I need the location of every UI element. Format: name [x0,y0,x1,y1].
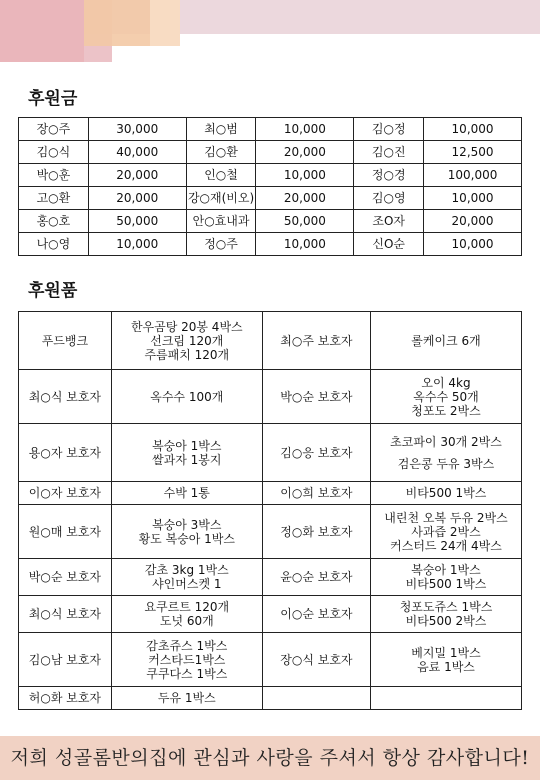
donor-name: 정○주 [186,233,256,256]
donated-item: 검은콩 두유 3박스 [397,456,495,471]
donated-item: 초코파이 30개 2박스 [390,434,502,449]
donated-items [371,424,522,482]
donor-name: 강○재(비오) [186,187,256,210]
donated-item: 감초쥬스 1박스 [146,638,228,653]
donated-items [111,370,262,424]
sponsor-name: 이○자 보호자 [19,482,112,505]
donation-amount: 40,000 [88,141,186,164]
goods-row [19,424,522,482]
donated-items [371,312,522,370]
donated-item: 감초 3kg 1박스 [144,563,229,577]
sponsor-name: 정○화 보호자 [262,505,370,559]
donated-item: 수박 1통 [163,486,210,500]
donated-items [111,559,262,596]
goods-row [19,312,522,370]
donation-amount: 100,000 [424,164,522,187]
donated-item: 선크림 120개 [150,333,224,348]
donation-amount: 10,000 [424,118,522,141]
decorative-banner [0,0,540,62]
donation-amount: 10,000 [256,164,354,187]
donated-items [371,482,522,505]
donation-amount: 12,500 [424,141,522,164]
donated-items [371,505,522,559]
donor-name: 조O자 [354,210,424,233]
donor-name: 김○영 [354,187,424,210]
donation-row [19,210,522,233]
donation-table [18,117,522,256]
donated-item: 음료 1박스 [417,659,475,674]
donated-item: 롤케이크 6개 [411,333,481,348]
donation-amount: 50,000 [256,210,354,233]
donor-name: 고○환 [19,187,89,210]
donated-item: 사과즙 2박스 [411,524,481,539]
goods-row [19,370,522,424]
donation-amount: 20,000 [256,187,354,210]
donor-name: 김○환 [186,141,256,164]
donation-amount: 20,000 [88,164,186,187]
donated-item: 비타500 2박스 [405,614,487,628]
donated-item: 쌀과자 1봉지 [152,452,222,467]
donated-item: 한우곰탕 20봉 4박스 [130,319,243,334]
donated-item: 도넛 60개 [159,614,214,628]
donated-item: 커스타드1박스 [148,652,226,667]
sponsor-name [262,687,370,710]
sponsor-name: 원○매 보호자 [19,505,112,559]
donated-items [111,687,262,710]
donated-items [371,687,522,710]
donor-name: 나○영 [19,233,89,256]
sponsor-name: 장○식 보호자 [262,633,370,687]
donation-row [19,141,522,164]
sponsor-name: 윤○순 보호자 [262,559,370,596]
donation-amount: 50,000 [88,210,186,233]
donation-amount: 20,000 [256,141,354,164]
donated-item: 청포도쥬스 1박스 [399,600,493,614]
donated-item: 비타500 1박스 [405,486,487,500]
donated-item: 베지밀 1박스 [411,645,481,660]
goods-section-title: 후원품 [28,281,78,301]
donated-items [111,312,262,370]
donated-items [371,559,522,596]
donated-items [371,596,522,633]
sponsor-name: 최○식 보호자 [19,370,112,424]
donation-amount: 10,000 [88,233,186,256]
donation-row [19,118,522,141]
donated-item: 옥수수 100개 [150,389,224,404]
donor-name: 신O순 [354,233,424,256]
donated-items [111,596,262,633]
sponsor-name: 김○남 보호자 [19,633,112,687]
donor-name: 안○효내과 [186,210,256,233]
donation-section-title: 후원금 [28,89,78,109]
goods-row [19,482,522,505]
donor-name: 김○진 [354,141,424,164]
donated-item: 커스터드 24개 4박스 [390,538,502,553]
goods-row [19,559,522,596]
sponsor-name: 박○순 보호자 [19,559,112,596]
donor-name: 박○훈 [19,164,89,187]
donated-item: 비타500 1박스 [405,577,487,591]
donated-item: 요쿠르트 120개 [144,600,230,614]
goods-row [19,596,522,633]
donor-name: 최○범 [186,118,256,141]
donor-name: 인○철 [186,164,256,187]
donated-item: 내린천 오복 두유 2박스 [384,510,508,525]
donor-name: 김○식 [19,141,89,164]
donated-item: 샤인머스켓 1 [152,577,222,591]
sponsor-name: 이○희 보호자 [262,482,370,505]
sponsor-name: 최○주 보호자 [262,312,370,370]
donation-row [19,164,522,187]
sponsor-name: 최○식 보호자 [19,596,112,633]
donation-amount: 10,000 [256,233,354,256]
donated-item: 주름패치 120개 [144,347,230,362]
donor-name: 장○주 [19,118,89,141]
sponsor-name: 허○화 보호자 [19,687,112,710]
donation-row [19,187,522,210]
sponsor-name: 푸드뱅크 [19,312,112,370]
donor-name: 김○정 [354,118,424,141]
donated-item: 복숭아 1박스 [152,438,222,453]
donated-items [111,482,262,505]
goods-row [19,505,522,559]
donated-item: 청포도 2박스 [411,403,481,418]
donated-items [111,633,262,687]
donated-items [111,505,262,559]
donated-items [371,633,522,687]
donated-item: 두유 1박스 [157,691,216,705]
donation-amount: 10,000 [424,233,522,256]
donation-row [19,233,522,256]
donated-items [371,370,522,424]
donated-item: 옥수수 50개 [413,389,479,404]
donation-amount: 20,000 [88,187,186,210]
donated-item: 복숭아 3박스 [152,517,222,532]
sponsor-name: 이○순 보호자 [262,596,370,633]
sponsor-name: 용○자 보호자 [19,424,112,482]
donated-item: 오이 4kg [421,375,471,390]
donor-name: 정○경 [354,164,424,187]
goods-row [19,687,522,710]
donated-item: 황도 복숭아 1박스 [138,531,235,546]
donation-amount: 20,000 [424,210,522,233]
donation-amount: 10,000 [256,118,354,141]
footer-message: 저희 성골롬반의집에 관심과 사랑을 주셔서 항상 감사합니다! [10,747,530,769]
donation-amount: 10,000 [424,187,522,210]
goods-row [19,633,522,687]
donated-item: 쿠쿠다스 1박스 [146,666,228,681]
sponsor-name: 박○순 보호자 [262,370,370,424]
footer-banner [0,736,540,780]
donor-name: 홍○호 [19,210,89,233]
goods-table [18,311,522,710]
donation-amount: 30,000 [88,118,186,141]
donated-item: 복숭아 1박스 [411,563,481,577]
donated-items [111,424,262,482]
sponsor-name: 김○응 보호자 [262,424,370,482]
